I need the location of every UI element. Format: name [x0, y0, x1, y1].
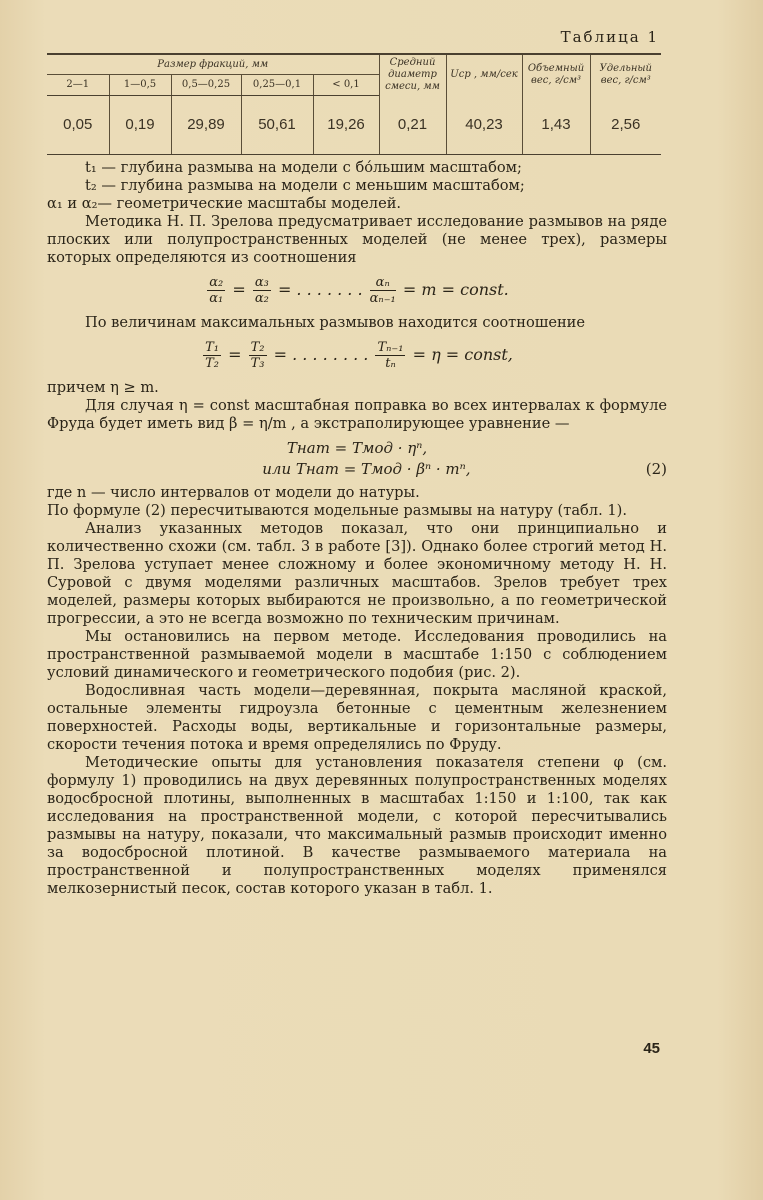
specific-weight-header: Удельный вес, г/см³	[590, 54, 661, 95]
fraction-col: < 0,1	[313, 75, 379, 95]
paragraph-zrelov: Методика Н. П. Зрелова предусматривает исследование размывов на ряде плоских или полупространственных моделей (не менее трех), размеры которых определяются из соотношения	[47, 213, 667, 266]
table-cell: 1,43	[522, 95, 590, 154]
equation-number: (2)	[645, 460, 667, 478]
fraction: $\frac{\text{αₙ}}{\text{αₙ₋₁}}$	[369, 275, 396, 306]
fraction-col: 0,5—0,25	[171, 75, 241, 95]
paragraph-formula2: По формуле (2) пересчитываются модельные размывы на натуру (табл. 1).	[47, 502, 627, 519]
bulk-weight-header: Объемный вес, г/см³	[522, 54, 590, 95]
paragraph-first-method: Мы остановились на первом методе. Исследования проводились на пространственной размываемой модели в масштабе 1:150 с соблюдением условий динамического и геометрического подобия (рис. 2).	[47, 628, 667, 681]
formula-2	[47, 439, 667, 478]
fraction: $\frac{\text{α₂}}{\text{α₁}}$	[209, 275, 224, 306]
fraction: $\frac{\text{T₁}}{\text{T₂}}$	[205, 340, 220, 371]
table-cell: 0,21	[379, 95, 446, 154]
table-row	[47, 95, 661, 154]
table-cell: 2,56	[590, 95, 661, 154]
formula-m: $\frac{\text{α₂}}{\text{α₁}}$ = $\frac{\text{α₃}}{\text{α₂}}$ = . . . . . . . $\frac{\text{αₙ}}{\text{αₙ₋₁}}$ = m = const.	[209, 275, 509, 306]
page-number: 45	[643, 1040, 660, 1057]
fraction: $\frac{\text{Tₙ₋₁}}{\text{tₙ}}$	[377, 340, 404, 371]
definition-t2: t₂ — глубина размыва на модели с меньшим масштабом;	[85, 177, 525, 194]
table-cell: 19,26	[313, 95, 379, 154]
formula-eta: $\frac{\text{T₁}}{\text{T₂}}$ = $\frac{\text{T₂}}{\text{T₃}}$ = . . . . . . . . $\frac{\text{Tₙ₋₁}}{\text{tₙ}}$ = η = const,	[205, 340, 513, 371]
table-cell: 0,05	[47, 95, 109, 154]
u-header: Uср , мм/сек	[446, 54, 522, 95]
table-cell: 40,23	[446, 95, 522, 154]
fractions-header: Размер фракций, мм	[47, 54, 379, 75]
fraction: $\frac{\text{α₃}}{\text{α₂}}$	[254, 275, 269, 306]
paragraph-spillway: Водосливная часть модели—деревянная, покрыта масляной краской, остальные элементы гидроузла бетонные с цементным железнением поверхностей. Расходы воды, вертикальные и горизонтальные размеры, скорости течения потока и время определялись по Фруду.	[47, 682, 667, 753]
definition-alpha: α₁ и α₂— геометрические масштабы моделей.	[47, 195, 402, 212]
paragraph-case: Для случая η = const масштабная поправка во всех интервалах к формуле Фруда будет иметь вид β = η/m , а экстраполирующее уравнение —	[47, 397, 667, 432]
paragraph-method: Методические опыты для установления показателя степени φ (см. формулу 1) проводились на двух деревянных полупространственных моделях водосбросной плотины, выполненных в масштабах 1:150 и 1:100, так как исследования на пространственной модели, с которой пересчитывались размывы на натуру, показали, что максимальный размыв происходит именно за водосбросной плотиной. В качестве размываемого материала на пространственной и полупространственных моделях применялся мелкозернистый песок, состав которого указан в табл. 1.	[47, 754, 667, 897]
prichem-line: причем η ≥ m.	[47, 379, 159, 396]
fraction-table	[47, 53, 661, 155]
definition-t1: t₁ — глубина размыва на модели с бо́льшим масштабом;	[85, 159, 522, 176]
table-cell: 0,19	[109, 95, 171, 154]
table-caption: Таблица 1	[560, 28, 659, 46]
where-n: где n — число интервалов от модели до натуры.	[47, 484, 420, 501]
table-cell: 50,61	[241, 95, 313, 154]
formula-2a: Tнат = Tмод · ηⁿ,	[286, 439, 428, 457]
mean-diameter-header: Средний диаметр смеси, мм	[379, 54, 446, 95]
fraction-col: 2—1	[47, 75, 109, 95]
formula-2b: или Tнат = Tмод · βⁿ · mⁿ,	[262, 460, 471, 478]
table-cell: 29,89	[171, 95, 241, 154]
fraction-col: 1—0,5	[109, 75, 171, 95]
fraction-col: 0,25—0,1	[241, 75, 313, 95]
body-text	[47, 159, 667, 898]
paragraph-analysis: Анализ указанных методов показал, что они принципиально и количественно схожи (см. табл. 3 в работе [3]). Однако более строгий метод Н. П. Зрелова уступает менее сложному и более экономичному методу Н. Н. Суровой с двумя моделями различных масштабов. Зрелов требует трех моделей, размеры которых выбираются не произвольно, а по геометрической прогрессии, а это не всегда возможно по техническим причинам.	[47, 520, 667, 627]
paragraph-max: По величинам максимальных размывов находится соотношение	[85, 314, 586, 331]
fraction: $\frac{\text{T₂}}{\text{T₃}}$	[250, 340, 265, 371]
